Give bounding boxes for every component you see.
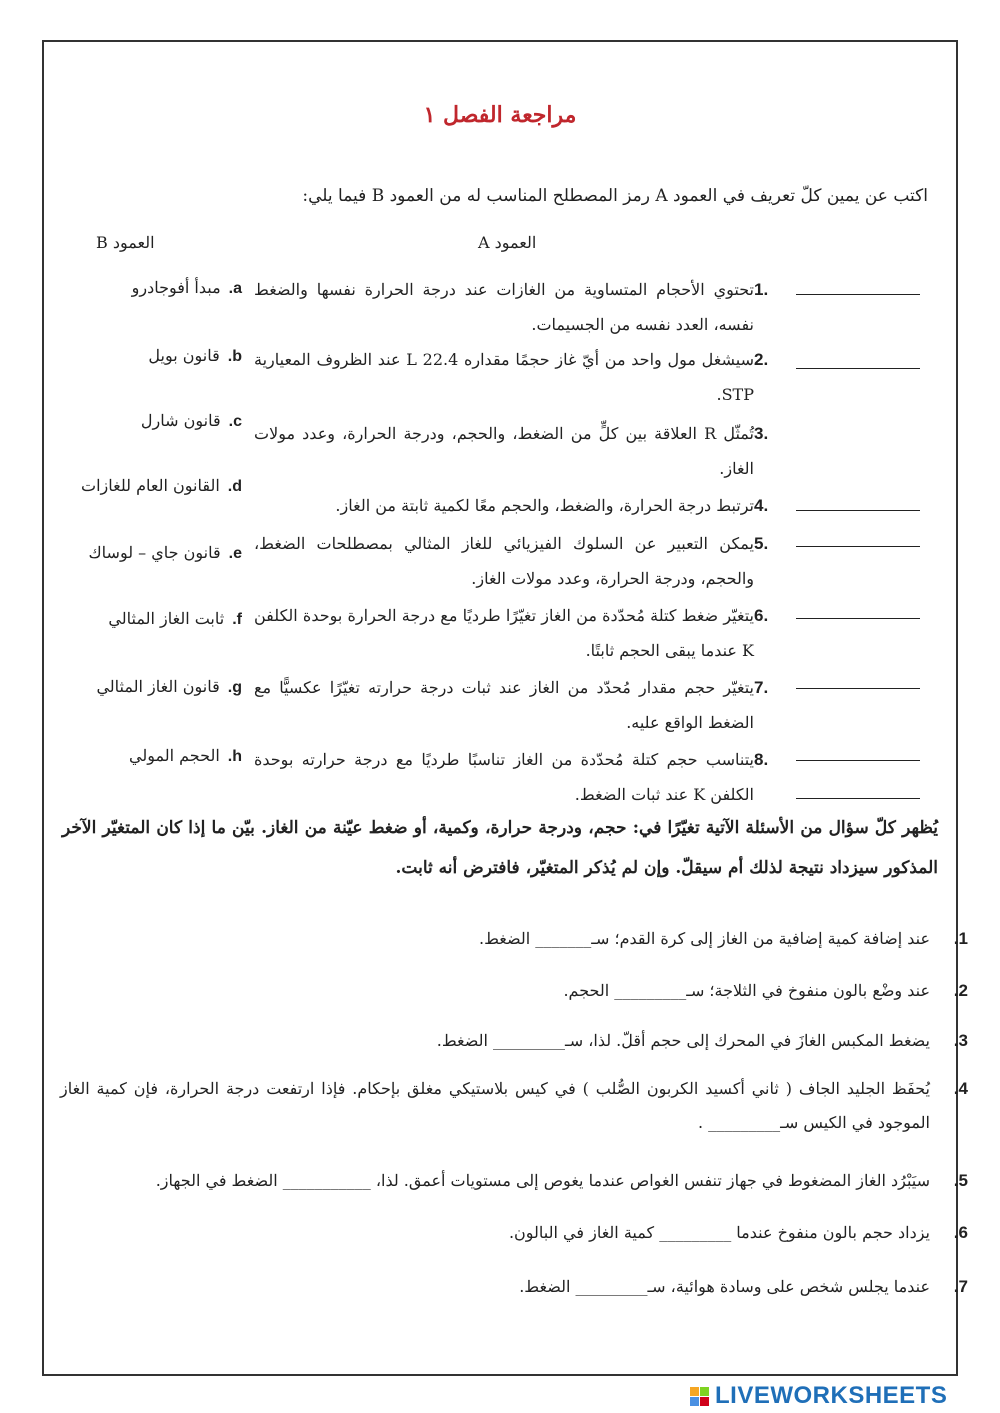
question-item [60,922,968,956]
column-b-header: العمود B [96,233,155,252]
definition-text: تحتوي الأحجام المتساوية من الغازات عند درجة الحرارة نفسها والضغط نفسه، العدد نفسه من الجسيمات. [254,280,754,334]
question-item [60,974,968,1008]
definition-number: 5. [754,534,769,553]
question-text: عند إضافة كمية إضافية من الغاز إلى كرة القدم؛ سـ_______ الضغط. [479,929,930,948]
question-number: 4. [953,1079,968,1098]
question-number: 6. [953,1223,968,1242]
question-number: 1. [953,929,968,948]
answer-blank[interactable] [796,368,920,369]
term-letter: b. [227,348,242,365]
term-letter: g. [227,679,242,696]
question-text: سيَبْرُد الغاز المضغوط في جهاز تنفس الغواص عندما يغوص إلى مستويات أعمق. لذا، ___________ الضغط في الجهاز. [155,1171,930,1190]
liveworksheets-logo[interactable] [690,1384,947,1408]
definition-text: يتناسب حجم كتلة مُحدّدة من الغاز تناسبًا طرديًا مع درجة حرارته بوحدة الكلفن K عند ثبات الضغط. [254,750,754,804]
answer-blank[interactable] [796,798,920,799]
question-number: 3. [953,1031,968,1050]
column-a-header: العمود A [478,233,537,252]
term-letter: e. [228,545,242,562]
question-text: عند وضْع بالون منفوخ في الثلاجة؛ سـ_________ الحجم. [563,981,930,1000]
definition-text: يتغيّر حجم مقدار مُحدّد من الغاز عند ثبات درجة حرارته تغيّرًا عكسيًّا مع الضغط الواقع عليه. [254,678,754,732]
answer-blank[interactable] [796,760,920,761]
definition-number: 7. [754,678,769,697]
answer-blank[interactable] [796,618,920,619]
page-title: مراجعة الفصل ١ [423,102,577,128]
term-item [108,609,242,629]
term-item [96,677,242,697]
term-item [132,278,242,298]
term-letter: a. [228,280,242,297]
definition-number: 8. [754,750,769,769]
term-text: الحجم المولي [129,746,220,765]
term-text: ثابت الغاز المثالي [108,609,225,628]
definition-number: 6. [754,606,769,625]
answer-blank[interactable] [796,546,920,547]
term-text: قانون شارل [140,411,221,430]
part1-instruction: اكتب عن يمين كلّ تعريف في العمود A رمز المصطلح المناسب له من العمود B فيما يلي: [302,186,928,206]
question-number: 2. [953,981,968,1000]
question-text: عندما يجلس شخص على وسادة هوائية، سـ_________ الضغط. [519,1277,930,1296]
term-letter: c. [228,413,242,430]
term-item [141,411,242,431]
term-letter: h. [227,748,242,765]
answer-blank[interactable] [796,294,920,295]
definition-number: 2. [754,350,769,369]
definition-text: تُمثّل R العلاقة بين كلٍّ من الضغط، والحجم، ودرجة الحرارة، وعدد مولات الغاز. [254,424,755,478]
answer-blank[interactable] [796,688,920,689]
term-text: القانون العام للغازات [81,476,220,495]
term-text: قانون بويل [148,346,220,365]
definition-text: يتغيّر ضغط كتلة مُحدّدة من الغاز تغيّرًا طرديًا مع درجة الحرارة بوحدة الكلفن K عندما يبقى الحجم ثابتًا. [254,606,754,660]
term-letter: f. [232,611,242,628]
definition-number: 1. [754,280,769,299]
question-item [60,1164,968,1198]
term-text: قانون الغاز المثالي [96,677,220,696]
definition-number: 4. [754,496,769,515]
question-item [60,1072,968,1140]
term-item [81,476,242,496]
term-item [129,746,242,766]
question-text: يضغط المكبس الغازَ في المحرك إلى حجم أقلّ. لذا، سـ_________ الضغط. [436,1031,930,1050]
term-text: قانون جاي – لوساك [88,543,221,562]
logo-text: LIVEWORKSHEETS [715,1382,948,1409]
question-item [60,1216,968,1250]
question-number: 7. [953,1277,968,1296]
question-item [60,1270,968,1304]
term-item [148,346,242,366]
question-item [60,1024,968,1058]
logo-mark-icon [690,1387,709,1406]
question-number: 5. [953,1171,968,1190]
part2-instruction: يُظهر كلّ سؤال من الأسئلة الآتية تغيّرًا في: حجم، ودرجة حرارة، وكمية، أو ضغط عيّنة من الغاز. بيّن ما إذا كان المتغيّر الآخر المذكور سيزداد نتيجة لذلك أم سيقلّ. وإن لم يُذكر المتغيّر، فافترض أنه ثابت. [62,818,938,878]
question-text: يُحفَظ الجليد الجاف ( ثاني أكسيد الكربون الصُّلب ) في كيس بلاستيكي مغلق بإحكام. فإذا ارتفعت درجة الحرارة، فإن كمية الغاز الموجود في الكيس سـ_________ . [60,1079,930,1132]
definition-text: يمكن التعبير عن السلوك الفيزيائي للغاز المثالي بمصطلحات الضغط، والحجم، ودرجة الحرارة، وعدد مولات الغاز. [254,534,754,588]
answer-blank[interactable] [796,510,920,511]
definition-text: ترتبط درجة الحرارة، والضغط، والحجم معًا لكمية ثابتة من الغاز. [335,496,754,515]
term-text: مبدأ أفوجادرو [131,278,221,297]
term-letter: d. [227,478,242,495]
term-item [88,543,242,563]
question-text: يزداد حجم بالون منفوخ عندما _________ كمية الغاز في البالون. [508,1223,930,1242]
definition-text: سيشغل مول واحد من أيّ غاز حجمًا مقداره 22.4 L عند الظروف المعيارية STP. [254,350,754,404]
definition-number: 3. [754,424,769,443]
